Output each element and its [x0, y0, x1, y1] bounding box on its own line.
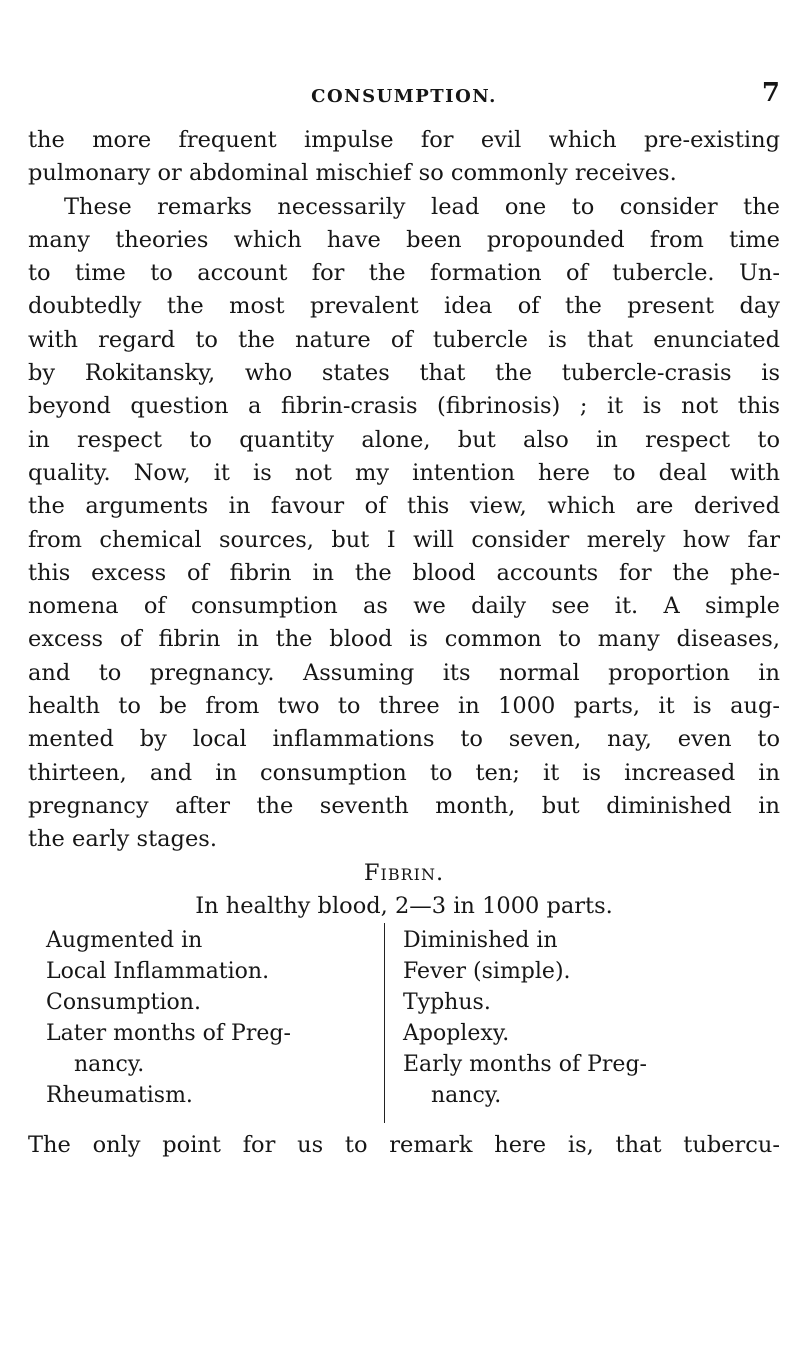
column-header: Diminished in	[403, 928, 558, 954]
text-line: the more frequent impulse for evil which pre-existing	[28, 127, 780, 153]
running-title: CONSUMPTION.	[311, 86, 497, 107]
text-line: nomena of consumption as we daily see it. A simple	[28, 593, 780, 620]
text-line: health to be from two to three in 1000 parts, it is aug-	[28, 693, 780, 720]
page-number: 7	[761, 78, 780, 108]
text-line: to time to account for the formation of tubercle. Un-	[28, 260, 780, 287]
text-line: pregnancy after the seventh month, but diminished in	[28, 792, 780, 819]
column-header: Augmented in	[46, 928, 203, 954]
fibrin-table	[28, 923, 780, 1123]
text-line: pulmonary or abdominal mischief so commonly receives.	[28, 160, 677, 187]
text-line: and to pregnancy. Assuming its normal proportion in	[28, 659, 780, 686]
text-line: in respect to quantity alone, but also in respect to	[28, 426, 780, 453]
text-line: the arguments in favour of this view, which are derived	[28, 493, 780, 520]
table-cell: Rheumatism.	[46, 1083, 193, 1109]
text-line: this excess of fibrin in the blood accounts for the phe-	[28, 559, 780, 586]
text-line: from chemical sources, but I will consider merely how far	[28, 526, 780, 553]
body-text	[28, 124, 780, 1162]
text-line: many theories which have been propounded from time	[28, 226, 780, 253]
table-cell: Consumption.	[46, 990, 201, 1016]
text-line: quality. Now, it is not my intention here to deal with	[28, 459, 780, 486]
book-page	[28, 0, 780, 1345]
text-line: These remarks necessarily lead one to consider the	[64, 193, 780, 220]
running-head	[28, 78, 780, 110]
table-cell: Local Inflammation.	[46, 959, 270, 985]
text-line: the early stages.	[28, 826, 217, 853]
diminished-column	[384, 923, 758, 1123]
table-cell: nancy.	[431, 1083, 502, 1109]
table-cell: Early months of Preg-	[403, 1052, 647, 1078]
text-line: with regard to the nature of tubercle is that enunciated	[28, 326, 780, 353]
table-cell: Typhus.	[403, 990, 491, 1016]
table-subtitle: In healthy blood, 2—3 in 1000 parts.	[195, 892, 613, 919]
table-cell: nancy.	[74, 1052, 145, 1078]
text-line: by Rokitansky, who states that the tubercle-crasis is	[28, 360, 780, 387]
text-line: beyond question a fibrin-crasis (fibrinosis) ; it is not this	[28, 393, 780, 420]
table-cell: Apoplexy.	[403, 1021, 510, 1047]
table-cell: Fever (simple).	[403, 959, 571, 985]
table-cell: Later months of Preg-	[46, 1021, 291, 1047]
table-title: Fibrin.	[363, 859, 445, 886]
text-line: excess of fibrin in the blood is common to many diseases,	[28, 626, 780, 653]
augmented-column	[28, 923, 384, 1123]
text-line: mented by local inflammations to seven, nay, even to	[28, 726, 780, 753]
text-line: The only point for us to remark here is, that tubercu-	[28, 1132, 780, 1159]
text-line: thirteen, and in consumption to ten; it is increased in	[28, 759, 780, 786]
text-line: doubtedly the most prevalent idea of the present day	[28, 293, 780, 320]
